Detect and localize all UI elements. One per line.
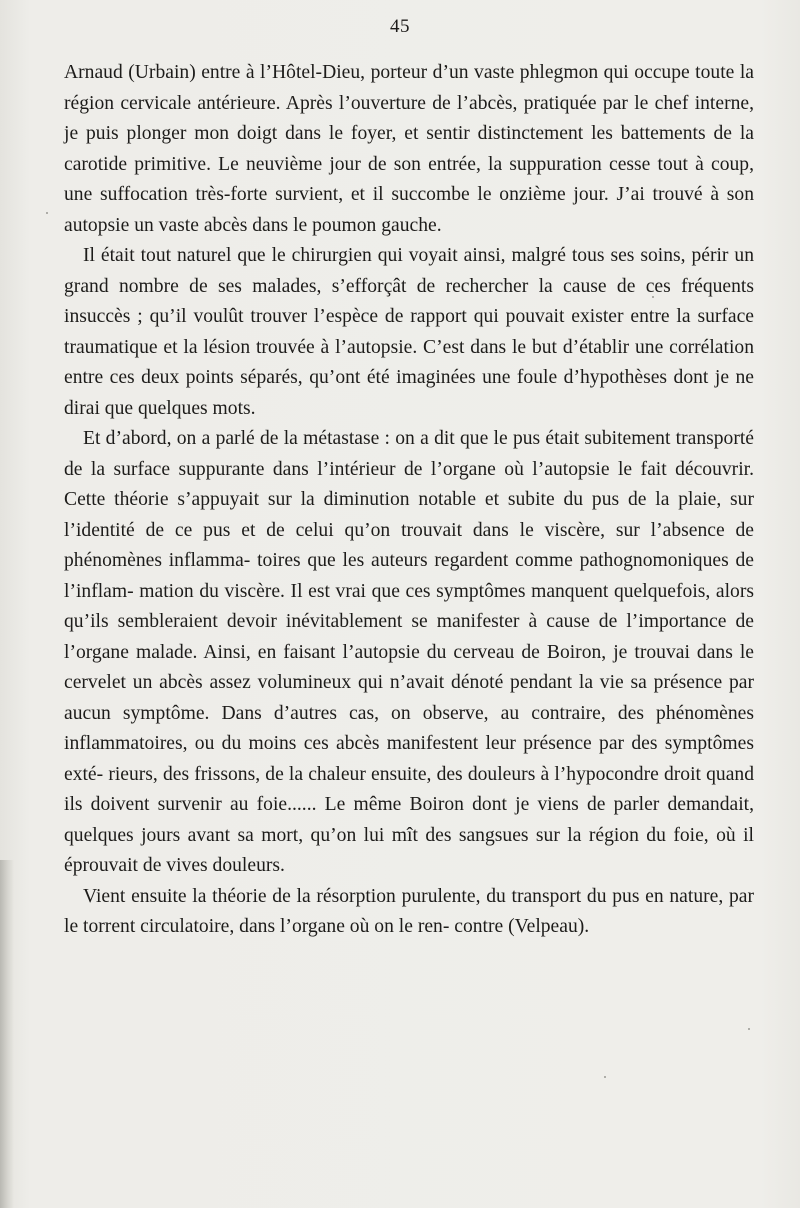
body-text <box>64 58 754 943</box>
paper-speck <box>604 1076 606 1078</box>
paragraph-case-arnaud: Arnaud (Urbain) entre à l’Hôtel-Dieu, porteur d’un vaste phlegmon qui occupe toute la région cervicale antérieure. Après l’ouverture de l’abcès, pratiquée par le chef interne, je puis plonger mon doigt dans le foyer, et sentir distinctement les battements de la carotide primitive. Le neuvième jour de son entrée, la suppuration cesse tout à coup, une suffocation très-forte survient, et il succombe le onzième jour. J’ai trouvé à son autopsie un vaste abcès dans le poumon gauche. <box>64 62 754 236</box>
paragraph-surgeon-inquiry: Il était tout naturel que le chirurgien qui voyait ainsi, malgré tous ses soins, périr un grand nombre de ses malades, s’efforçât de rechercher la cause de ces fréquents insuccès ; qu’il voulût trouver l’espèce de rapport qui pouvait exister entre la surface traumatique et la lésion trouvée à l’autopsie. C’est dans le but d’établir une corrélation entre ces deux points séparés, qu’ont été imaginées une foule d’hypothèses dont je ne dirai que quelques mots. <box>64 245 754 419</box>
paper-speck <box>652 296 654 298</box>
paragraph-resorption-theory: Vient ensuite la théorie de la résorption purulente, du transport du pus en nature, par le torrent circulatoire, dans l’organe où on le ren- contre (Velpeau). <box>64 885 754 937</box>
paper-speck <box>748 1028 750 1030</box>
page-number: 45 <box>390 16 410 37</box>
binding-shadow <box>0 860 14 1208</box>
paragraph-metastasis-theory: Et d’abord, on a parlé de la métastase : on a dit que le pus était subitement transporté de la surface suppurante dans l’intérieur de l’organe où l’autopsie le fait découvrir. Cette théorie s’appuyait sur la diminution notable et subite du pus de la plaie, sur l’identité de ce pus et de celui qu’on trouvait dans le viscère, sur l’absence de phénomènes inflamma- toires que les auteurs regardent comme pathognomoniques de l’inflam- mation du viscère. Il est vrai que ces symptômes manquent quelquefois, alors qu’ils sembleraient devoir inévitablement se manifester à cause de l’importance de l’organe malade. Ainsi, en faisant l’autopsie du cerveau de Boiron, je trouvai dans le cervelet un abcès assez volumineux qui n’avait dénoté pendant la vie sa présence par aucun symptôme. Dans d’autres cas, on observe, au contraire, des phénomènes inflammatoires, ou du moins ces abcès manifestent leur présence par des symptômes exté- rieurs, des frissons, de la chaleur ensuite, des douleurs à l’hypocondre droit quand ils doivent survenir au foie...... Le même Boiron dont je viens de parler demandait, quelques jours avant sa mort, qu’on lui mît des sangsues sur la région du foie, où il éprouvait de vives douleurs. <box>64 428 754 876</box>
paper-speck <box>46 212 48 214</box>
